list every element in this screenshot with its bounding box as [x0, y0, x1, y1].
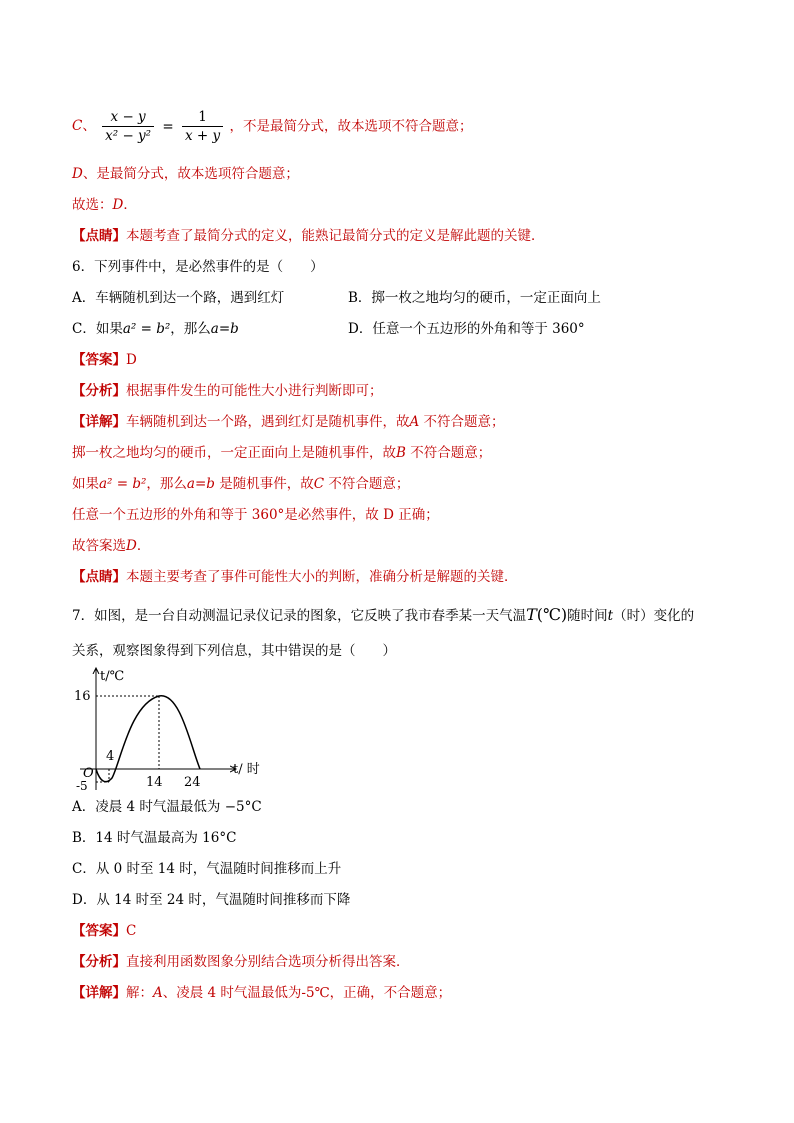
q6-choose-pre: 故答案选: [72, 538, 126, 554]
q6-analysis-line: [72, 381, 383, 401]
q7-detail-letter: A: [153, 985, 163, 1001]
q6-detail-3-pre: 如果: [72, 476, 99, 492]
q6-detail-3-math: a² = b²: [99, 476, 147, 492]
y-tick-neg5: -5: [76, 779, 88, 793]
q7-stem-1-mid: 随时间: [567, 608, 608, 624]
q5-point-line: [72, 226, 545, 246]
q6-option-d: D．任意一个五边形的外角和等于 360°: [348, 321, 585, 337]
q6-choose-line: [72, 536, 150, 556]
q6-detail-1-letter: A: [409, 414, 420, 430]
x-axis-label: t/ 时: [233, 762, 260, 777]
x-tick-24: 24: [184, 775, 201, 790]
equals-sign: =: [162, 118, 174, 135]
item-c-letter: C: [72, 118, 83, 134]
q7-detail-line: [72, 983, 451, 1003]
q6-detail-2-letter: B: [396, 445, 406, 461]
q6-option-b: B．掷一枚之地均匀的硬币，一定正面向上: [348, 290, 601, 306]
q6-detail-3-mid: ，那么: [146, 476, 187, 492]
q7-stem-1-T: T: [526, 605, 537, 624]
y-tick-16: 16: [74, 689, 91, 704]
q7-stem-1-post: （时）变化的: [613, 608, 695, 624]
q7-option-a: A．凌晨 4 时气温最低为 −5°C: [72, 799, 262, 815]
q7-option-b: B．14 时气温最高为 16°C: [72, 830, 237, 846]
item-d-line: [72, 164, 299, 184]
fraction-2: [182, 108, 223, 145]
item-d-letter: D: [72, 166, 83, 182]
q6-choose-letter: D: [126, 538, 137, 554]
q6-detail-2: [72, 443, 491, 463]
q6-point: 本题主要考查了事件可能性大小的判断，准确分析是解题的关键．: [126, 569, 518, 585]
q6-choose-post: ．: [136, 538, 151, 554]
q5-point-tag: 【点睛】: [72, 228, 126, 244]
q6-analysis-tag: 【分析】: [72, 383, 126, 399]
q6-stem: 6．下列事件中，是必然事件的是（ ）: [72, 259, 324, 275]
q6-point-tag: 【点睛】: [72, 569, 126, 585]
q6-detail-3-math2: a=b: [186, 476, 215, 492]
q6-option-c-pre: C．如果: [72, 321, 123, 337]
q6-option-c-math2: a=b: [210, 321, 239, 337]
q6-answer: D: [126, 352, 137, 368]
choose-suffix: ．: [123, 197, 137, 213]
item-c-text: ，不是最简分式，故本选项不符合题意；: [229, 118, 473, 135]
q6-option-c: [72, 319, 239, 339]
q7-stem-1: [72, 605, 694, 626]
q6-answer-line: [72, 350, 137, 370]
q7-answer: C: [126, 923, 137, 939]
q6-detail-2-post: 不符合题意；: [405, 445, 492, 461]
q7-stem-1-unit: (℃): [536, 605, 568, 624]
q6-detail-3: [72, 474, 409, 494]
q6-detail-2-pre: 掷一枚之地均匀的硬币，一定正面向上是随机事件，故: [72, 445, 396, 461]
item-c-line: [72, 108, 472, 145]
q7-option-c: C．从 0 时至 14 时，气温随时间推移而上升: [72, 861, 342, 877]
fraction-1: [102, 108, 154, 145]
q7-analysis-tag: 【分析】: [72, 954, 126, 970]
q6-answer-tag: 【答案】: [72, 352, 126, 368]
q5-point-text: 本题考查了最简分式的定义，能熟记最简分式的定义是解此题的关键．: [126, 228, 545, 244]
q7-answer-line: [72, 921, 136, 941]
q7-stem-1-t: t: [607, 608, 614, 624]
q6-option-c-math: a² = b²: [122, 321, 171, 337]
q6-detail-3-letter: C: [313, 476, 325, 492]
q6-detail-3-post2: 不符合题意；: [324, 476, 410, 492]
q6-detail-tag: 【详解】: [72, 414, 126, 430]
temperature-graph: [40, 664, 280, 794]
choose-answer: D: [112, 197, 124, 213]
q7-detail-tag: 【详解】: [72, 985, 126, 1001]
item-c-sep: 、: [82, 118, 96, 134]
q7-stem-2: 关系，观察图象得到下列信息，其中错误的是（ ）: [72, 643, 396, 659]
fraction-2-denominator: x + y: [185, 128, 221, 144]
y-axis-label: t/℃: [100, 669, 125, 684]
q6-option-a: A．车辆随机到达一个路，遇到红灯: [72, 290, 285, 306]
q7-analysis: 直接利用函数图象分别结合选项分析得出答案．: [126, 954, 410, 970]
choose-line: [72, 195, 137, 215]
x-tick-14: 14: [146, 775, 163, 790]
q6-point-line: [72, 567, 518, 587]
q7-detail-pre: 解：: [126, 985, 153, 1001]
q6-analysis: 根据事件发生的可能性大小进行判断即可；: [126, 383, 383, 399]
q6-detail-3-post1: 是随机事件，故: [214, 476, 314, 492]
q7-detail-post: 、凌晨 4 时气温最低为-5℃，正确，不合题意；: [162, 985, 452, 1001]
q6-detail-1: [72, 412, 505, 432]
q6-detail-4: 任意一个五边形的外角和等于 360°是必然事件，故 D 正确；: [72, 507, 439, 523]
q7-analysis-line: [72, 952, 410, 972]
q6-detail-1-post: 不符合题意；: [419, 414, 505, 430]
origin-label: O: [83, 766, 94, 781]
choose-prefix: 故选：: [72, 197, 113, 213]
q7-answer-tag: 【答案】: [72, 923, 126, 939]
item-d-text: 、是最简分式，故本选项符合题意；: [82, 166, 299, 182]
q7-option-d: D．从 14 时至 24 时，气温随时间推移而下降: [72, 892, 351, 908]
q7-stem-1-pre: 7．如图，是一台自动测温记录仪记录的图象，它反映了我市春季某一天气温: [72, 608, 527, 624]
fraction-1-denominator: x² − y²: [105, 128, 152, 144]
fraction-1-numerator: x − y: [102, 108, 154, 127]
x-tick-4: 4: [106, 749, 115, 764]
q6-option-c-mid: ，那么: [170, 321, 211, 337]
q6-detail-1-pre: 车辆随机到达一个路，遇到红灯是随机事件，故: [126, 414, 410, 430]
fraction-2-numerator: 1: [182, 108, 223, 127]
